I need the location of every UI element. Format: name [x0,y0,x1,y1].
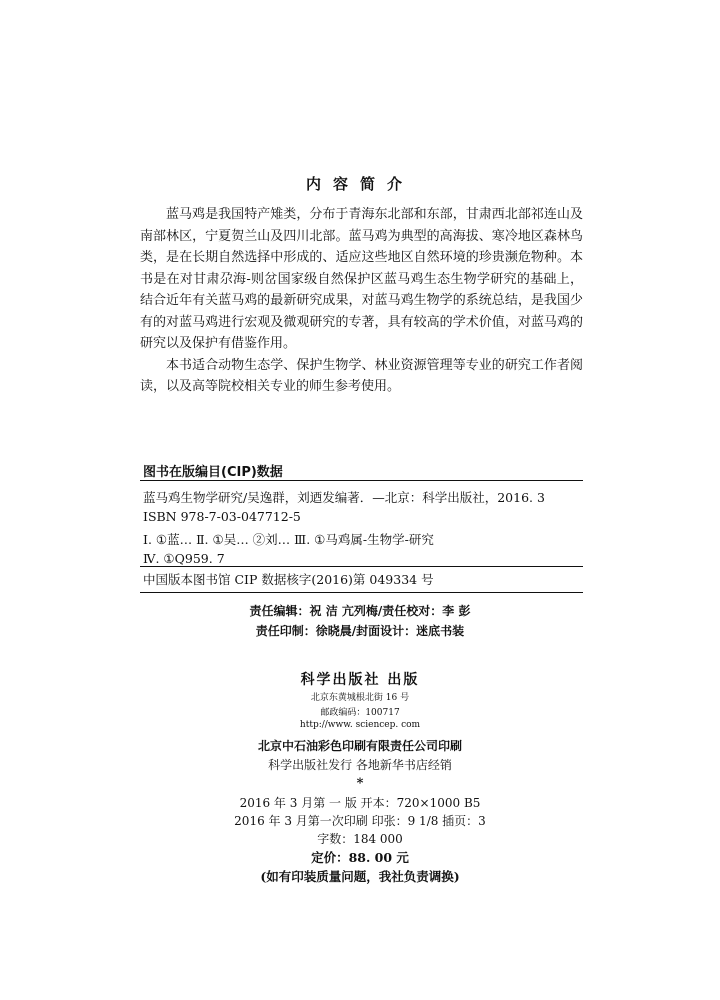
summary-title: 内容简介 [305,175,414,193]
cip-subject-line: Ⅰ. ①蓝… Ⅱ. ①吴… ②刘… Ⅲ. ①马鸡属-生物学-研究 [143,532,434,547]
publisher-name: 科学出版社 出版 [300,672,420,688]
edition-line: 2016 年 3 月第 一 版 开本：720×1000 B5 [239,796,481,810]
printing-credit: 责任印制：徐晓晨/封面设计：迷底书装 [255,624,465,638]
cip-bottom-rule [140,592,583,593]
summary-body [140,204,583,398]
postal-code: 邮政编码：100717 [320,708,400,718]
cip-middle-rule [140,566,583,567]
publisher-website: http://www. sciencep. com [299,720,421,730]
editors-credit: 责任编辑：祝 洁 亢列梅/责任校对：李 彭 [249,604,471,618]
publisher-address: 北京东黄城根北街 16 号 [310,693,410,703]
summary-paragraph: 本书适合动物生态学、保护生物学、林业资源管理等专业的研究工作者阅读，以及高等院校相关专业的师生参考使用。 [140,357,583,394]
word-count: 字数：184 000 [317,832,403,846]
price: 定价：88. 00 元 [311,850,409,865]
separator-asterisk: * [356,776,364,791]
cip-top-rule [140,480,583,481]
cip-classification-line: Ⅳ. ①Q959. 7 [143,551,225,566]
cip-record [143,488,583,568]
distribution-line: 科学出版社发行 各地新华书店经销 [268,758,452,772]
quality-notice: (如有印装质量问题，我社负责调换) [260,869,460,884]
summary-paragraph: 蓝马鸡是我国特产雉类，分布于青海东北部和东部，甘肃西北部祁连山及南部林区，宁夏贺兰山及四川北部。蓝马鸡为典型的高海拔、寒冷地区森林鸟类，是在长期自然选择中形成的、适应这些地区自然环境的珍贵濒危物种。本书是在对甘肃尕海-则岔国家级自然保护区蓝马鸡生态生物学研究的基础上，结合近年有关蓝马鸡的最新研究成果，对蓝马鸡生物学的系统总结，是我国少有的对蓝马鸡进行宏观及微观研究的专著，具有较高的学术价值，对蓝马鸡的研究以及保护有借鉴作用。 [140,207,583,351]
cip-bibliographic-line: 蓝马鸡生物学研究/吴逸群，刘迺发编著．—北京：科学出版社，2016. 3 [143,490,545,505]
printing-line: 2016 年 3 月第一次印刷 印张：9 1/8 插页：3 [234,814,486,828]
cip-isbn-line: ISBN 978-7-03-047712-5 [143,509,301,524]
cip-verification-line: 中国版本图书馆 CIP 数据核字(2016)第 049334 号 [143,572,434,587]
cip-title: 图书在版编目(CIP)数据 [143,465,283,480]
printer-name: 北京中石油彩色印刷有限责任公司印刷 [257,739,462,753]
